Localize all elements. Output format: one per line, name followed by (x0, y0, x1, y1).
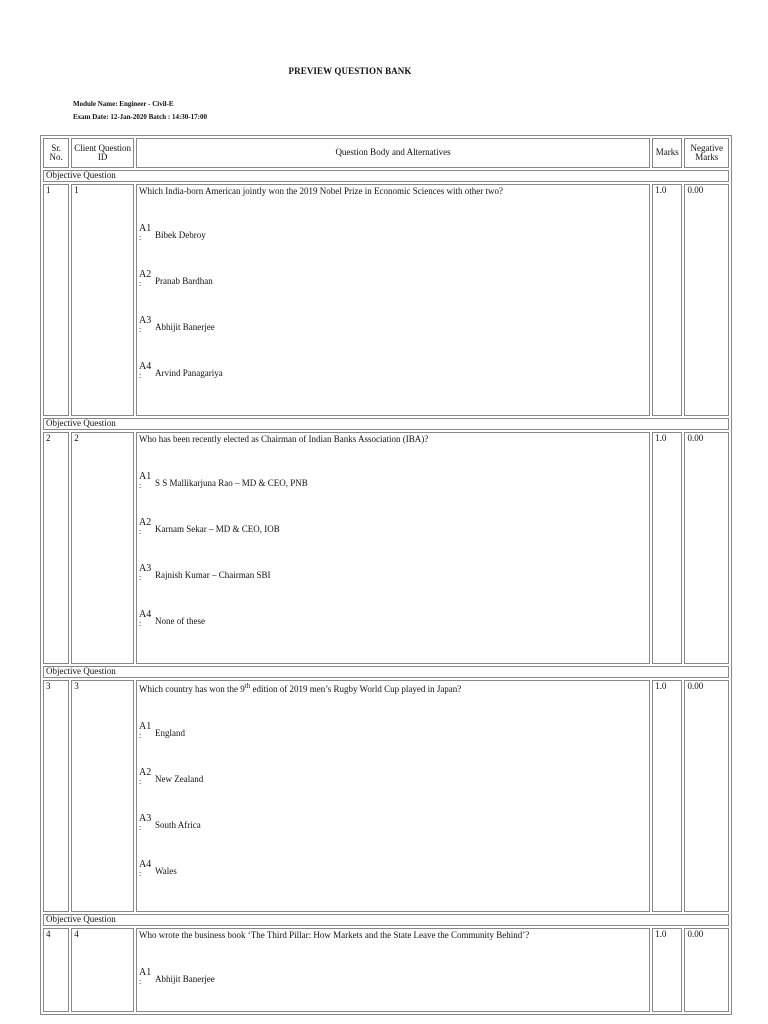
alternative-text: South Africa (155, 820, 201, 831)
alternative-label: A2 (139, 767, 152, 779)
alternative-label: A3 (139, 315, 152, 327)
alternative-label: A1 (139, 223, 152, 235)
sr-no-cell: 4 (43, 928, 69, 1012)
alternative (139, 518, 647, 536)
header-client-question-id: Client Question ID (71, 138, 134, 168)
alternative-text: Rajnish Kumar – Chairman SBI (155, 570, 271, 581)
question-body-cell (136, 680, 650, 912)
client-id-cell: 3 (71, 680, 134, 912)
alternative (139, 968, 647, 986)
alternative-text: Abhijit Banerjee (155, 974, 215, 985)
question-text (139, 683, 647, 694)
alternative (139, 362, 647, 380)
alternative (139, 860, 647, 878)
alternative-text: Karnam Sekar – MD & CEO, IOB (155, 524, 280, 535)
question-bank-table (40, 135, 732, 1015)
alternative-text: Arvind Panagariya (155, 368, 223, 379)
negative-marks-cell: 0.00 (684, 432, 729, 664)
alternative-label: A3 (139, 563, 152, 575)
question-text-start: Which country has won the 9 (139, 684, 245, 694)
alternative-colon: : (139, 977, 142, 987)
sr-no-cell: 3 (43, 680, 69, 912)
alternative (139, 814, 647, 832)
alternative-text: England (155, 728, 186, 739)
marks-cell: 1.0 (652, 432, 682, 664)
header-question-body: Question Body and Alternatives (136, 138, 650, 168)
alternative-colon: : (139, 371, 142, 381)
alternative-label: A2 (139, 269, 152, 281)
question-body-cell (136, 432, 650, 664)
section-label: Objective Question (43, 914, 729, 926)
question-body-cell (136, 184, 650, 416)
negative-marks-cell: 0.00 (684, 928, 729, 1012)
alternative-text: Abhijit Banerjee (155, 322, 215, 333)
question-row (43, 680, 729, 912)
marks-cell: 1.0 (652, 184, 682, 416)
alternative-text: None of these (155, 616, 206, 627)
alternative-text: Wales (155, 866, 177, 877)
alternative-text: Pranab Bardhan (155, 276, 213, 287)
alternative (139, 610, 647, 628)
alternative-colon: : (139, 731, 142, 741)
alternative-label: A2 (139, 517, 152, 529)
section-label: Objective Question (43, 418, 729, 430)
alternative-colon: : (139, 619, 142, 629)
alternative-text: S S Mallikarjuna Rao – MD & CEO, PNB (155, 478, 308, 489)
alternative (139, 270, 647, 288)
question-row (43, 432, 729, 664)
section-label: Objective Question (43, 170, 729, 182)
section-row (43, 914, 729, 926)
alternative-text: New Zealand (155, 774, 204, 785)
section-row (43, 418, 729, 430)
alternative-colon: : (139, 527, 142, 537)
alternative-label: A4 (139, 859, 152, 871)
sr-no-cell: 1 (43, 184, 69, 416)
section-row (43, 666, 729, 678)
client-id-cell: 2 (71, 432, 134, 664)
marks-cell: 1.0 (652, 928, 682, 1012)
exam-date-batch: Exam Date: 12-Jan-2020 Batch : 14:30-17:00 (73, 113, 207, 121)
marks-cell: 1.0 (652, 680, 682, 912)
client-id-cell: 4 (71, 928, 134, 1012)
header-negative-marks: Negative Marks (684, 138, 729, 168)
alternative-colon: : (139, 777, 142, 787)
question-text: Who has been recently elected as Chairman of Indian Banks Association (IBA)? (139, 434, 429, 444)
alternative-label: A1 (139, 721, 152, 733)
question-body-cell (136, 928, 650, 1012)
module-name: Module Name: Engineer - Civil-E (73, 100, 174, 108)
alternative (139, 768, 647, 786)
question-row (43, 184, 729, 416)
alternative (139, 224, 647, 242)
alternative (139, 316, 647, 334)
alternative-colon: : (139, 481, 142, 491)
alternative-colon: : (139, 233, 142, 243)
question-text: Who wrote the business book ‘The Third Pillar: How Markets and the State Leave the Community Behind’? (139, 930, 530, 940)
alternative-colon: : (139, 823, 142, 833)
question-text-end: edition of 2019 men’s Rugby World Cup played in Japan? (250, 684, 462, 694)
alternative-label: A1 (139, 967, 152, 979)
ordinal-suffix: th (244, 682, 251, 690)
alternative-colon: : (139, 325, 142, 335)
question-text: Which India-born American jointly won the 2019 Nobel Prize in Economic Sciences with other two? (139, 186, 503, 196)
table-header (43, 138, 729, 168)
header-sr-no: Sr. No. (43, 138, 69, 168)
page-title: PREVIEW QUESTION BANK (288, 66, 412, 76)
alternative-label: A3 (139, 813, 152, 825)
alternative-label: A1 (139, 471, 152, 483)
sr-no-cell: 2 (43, 432, 69, 664)
question-row (43, 928, 729, 1012)
alternative-colon: : (139, 573, 142, 583)
alternative (139, 722, 647, 740)
alternative (139, 472, 647, 490)
alternative (139, 564, 647, 582)
alternative-colon: : (139, 279, 142, 289)
alternative-text: Bibek Debroy (155, 230, 206, 241)
section-row (43, 170, 729, 182)
alternative-colon: : (139, 869, 142, 879)
client-id-cell: 1 (71, 184, 134, 416)
alternative-label: A4 (139, 361, 152, 373)
negative-marks-cell: 0.00 (684, 184, 729, 416)
alternative-label: A4 (139, 609, 152, 621)
section-label: Objective Question (43, 666, 729, 678)
header-marks: Marks (652, 138, 682, 168)
negative-marks-cell: 0.00 (684, 680, 729, 912)
